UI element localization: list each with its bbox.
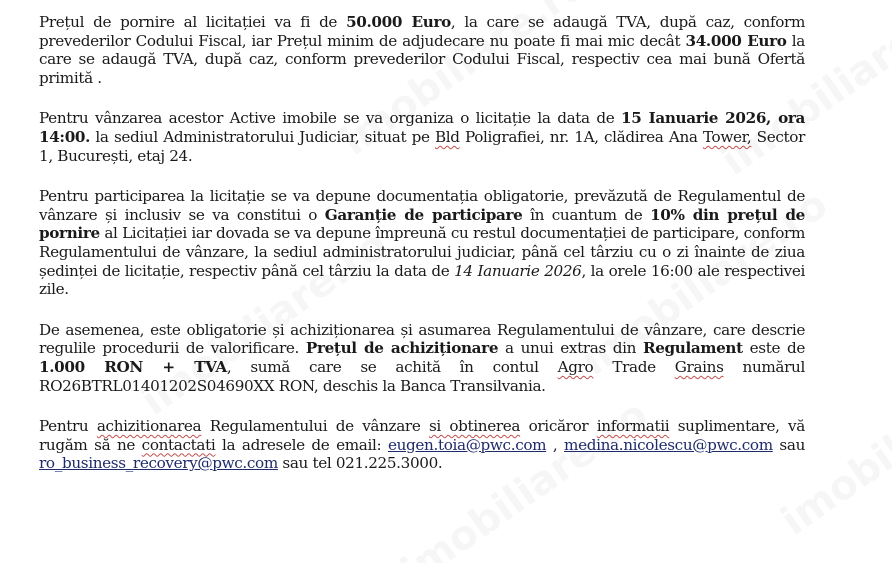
text: , sumă care se achită în contul [226, 357, 558, 376]
paragraph-participation [39, 187, 805, 299]
text: , [546, 435, 565, 454]
text: în cuantum de [522, 205, 651, 224]
spellcheck-word: informatii [596, 417, 670, 436]
spellcheck-word: achizitionarea [96, 417, 202, 436]
document-body [39, 13, 805, 495]
paragraph-contact [39, 417, 805, 473]
text: a unui extras din [498, 339, 643, 358]
email-link-business-recovery[interactable]: ro_business_recovery@pwc.com [39, 454, 278, 473]
text: la care se adaugă TVA, după caz, conform prevederilor Codului Fiscal, respectiv cea mai bună Ofertă primită . [39, 31, 805, 87]
text: Poligrafiei, nr. 1A, clădirea Ana [459, 127, 703, 146]
text: oricăror [520, 417, 597, 436]
spellcheck-word: contactati [141, 435, 216, 454]
text: De asemenea, este obligatorie și achiziționarea și asumarea Regulamentului de vânzare, care descrie regulile procedurii de valorificare. [39, 320, 805, 358]
text: Sector 1, București, etaj 24. [39, 127, 805, 165]
spellcheck-word: Tower, [702, 127, 752, 146]
participation-guarantee: Garanție de participare [324, 205, 523, 224]
text: Pentru participarea la licitație se va depune documentația obligatorie, prevăzută de Regulamentul de vânzare și inclusiv se va constitui o [39, 187, 805, 224]
text: Pentru [39, 417, 97, 436]
regulation-label: Regulament [642, 339, 743, 358]
text: sau [772, 435, 806, 454]
purchase-price-label: Prețul de achiziționare [305, 339, 499, 358]
paragraph-starting-price [39, 13, 805, 87]
text: Trade [593, 357, 675, 376]
email-link-medina-nicolescu[interactable]: medina.nicolescu@pwc.com [564, 435, 773, 454]
text: Regulamentului de vânzare [201, 417, 429, 436]
spellcheck-word: Bld [434, 127, 460, 146]
text: Pentru vânzarea acestor Active imobile se va organiza o licitație la data de [39, 109, 622, 128]
text: Prețul de pornire al licitației va fi de [39, 13, 347, 31]
spellcheck-word: Grains [674, 357, 724, 376]
text: sau tel 021.225.3000. [277, 454, 443, 473]
text: , la orele 16:00 ale respectivei zile. [39, 261, 805, 299]
paragraph-regulation-purchase [39, 321, 805, 395]
text: al Licitației iar dovada se va depune împreună cu restul documentației de participare, conform Regulamentului de vânzare, la sediul administratorului judiciar, până cel târziu cu o zi înainte de ziua ședinței de licitație, respectiv până cel târziu la data de [39, 224, 805, 280]
spellcheck-word: Agro [557, 357, 594, 376]
guarantee-amount: 10% din prețul de pornire [39, 205, 805, 243]
starting-price: 50.000 Euro [346, 13, 451, 31]
text: este de [742, 339, 805, 358]
text: la sediul Administratorului Judiciar, situat pe [90, 127, 435, 146]
deadline-date: 14 Ianuarie 2026 [454, 261, 582, 280]
minimum-price: 34.000 Euro [685, 31, 787, 50]
spellcheck-word: si obtinerea [428, 417, 521, 436]
regulation-price: 1.000 RON + TVA [39, 357, 227, 376]
text: , la care se adaugă TVA, după caz, conform prevederilor Codului Fiscal, iar Prețul minim de adjudecare nu poate fi mai mic decât [39, 13, 806, 50]
auction-datetime: 15 Ianuarie 2026, ora 14:00. [39, 109, 806, 146]
text: numărul RO26BTRL01401202S04690XX RON, deschis la Banca Transilvania. [39, 357, 805, 395]
text: la adresele de email: [215, 435, 388, 454]
paragraph-auction-date [39, 109, 805, 165]
text: suplimentare, vă rugăm să ne [39, 417, 805, 454]
email-link-eugen-toia[interactable]: eugen.toia@pwc.com [387, 435, 547, 454]
